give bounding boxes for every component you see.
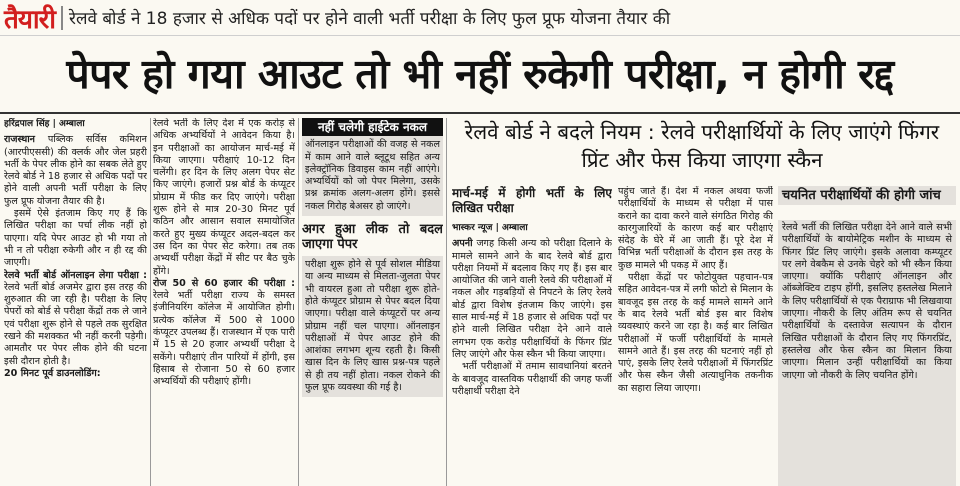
subhead: रोज 50 से 60 हजार की परीक्षा : <box>153 277 295 289</box>
lead-text: पब्लिक सर्विस कमिशन (आरपीएससी) की क्लर्क और जेल प्रहरी भर्ती के पेपर लीक होने का सबक लेते हुए रेलवे बोर्ड ने 18 हजार से अधिक पदों पर होने वाली अपनी भर्ती परीक्षा के लिए फुल प्रूफ योजना तैयार की है। <box>4 134 147 207</box>
subhead: रेलवे भर्ती बोर्ड ऑनलाइन लेगा परीक्षा : <box>4 269 147 281</box>
paragraph <box>153 278 295 389</box>
box-title: नहीं चलेगी हाईटेक नकल <box>302 118 443 136</box>
lead-word: राजस्थान <box>4 134 36 146</box>
byline: हरिंद्रपाल सिंह | अम्बाला <box>4 119 85 129</box>
masthead <box>0 0 960 36</box>
article-subhead: मार्च-मई में होगी भर्ती के लिए लिखित परीक्षा <box>452 186 612 215</box>
main-headline: पेपर हो गया आउट तो भी नहीं रुकेगी परीक्षा, न होगी रद्द <box>66 50 894 98</box>
byline: भास्कर न्यूज | अम्बाला <box>452 223 528 233</box>
column-1 <box>4 118 147 486</box>
column-divider <box>150 118 151 486</box>
paragraph: पहुंच जाते हैं। देश में नकल अथवा फर्जी परीक्षार्थियों के माध्यम से परीक्षा में पास कराने का दावा करने वाले संगठित गिरोह की कारगुजारियों के कारण कई बार परीक्षाएं संदेह के घेरे में आ जाती हैं। पूरे देश में विभिन्न भर्ती परीक्षाओं के दौरान इस तरह के कुछ मामले भी पकड़ में आए हैं। <box>618 186 773 271</box>
paragraph: भर्ती परीक्षाओं में तमाम सावधानियां बरतने के बावजूद वास्तविक परीक्षार्थी की जगह फर्जी परीक्षार्थी परीक्षा देने <box>452 361 612 397</box>
column-divider <box>446 118 447 486</box>
sidebar-heading: चयनित परीक्षार्थियों की होगी जांच <box>778 186 956 205</box>
column-3 <box>302 118 443 486</box>
paragraph-text: रेलवे भर्ती परीक्षा राज्य के समस्त इंजीनियरिंग कॉलेज में आयोजित होगी। प्रत्येक कॉलेज में 500 से 1000 कंप्यूटर उपलब्ध हैं। राजस्थान में एक पारी में 15 से 20 हजार अभ्यर्थी परीक्षा दे सकेंगे। परीक्षाएं तीन पारियों में होंगी, इस हिसाब से रोजाना 50 से 60 हजार अभ्यर्थियों की परीक्षाएं होंगी। <box>153 290 295 388</box>
paragraph: इसमें ऐसे इंतजाम किए गए हैं कि लिखित परीक्षा का पर्चा लीक नहीं हो पाएगा। यदि पेपर आउट हो भी गया तो भी न तो परीक्षा रुकेगी और न ही रद्द की जाएगी। <box>4 208 147 269</box>
paragraph <box>4 270 147 368</box>
paragraph <box>4 134 147 208</box>
box-text: परीक्षा शुरू होने से पूर्व सोशल मीडिया या अन्य माध्यम से मिलता-जुलता पेपर भी वायरल हुआ तो परीक्षा शुरू होते-होते कंप्यूटर प्रोग्राम से पेपर बदल दिया जाएगा। परीक्षा वाले कंप्यूटरों पर अन्य प्रोग्राम नहीं चल पाएगा। ऑनलाइन परीक्षाओं में पेपर आउट होने की आशंका लगभग शून्य रहती है। किसी खास दिन के लिए खास प्रश्न-पत्र पहले से ही तय नहीं होता। नकल रोकने की फुल प्रूफ व्यवस्था की गई है। <box>302 256 443 397</box>
lead-word: अपनी <box>452 238 473 250</box>
second-headline: रेलवे बोर्ड ने बदले नियम : रेलवे परीक्षार्थियों के लिए जाएंगे फिंगर प्रिंट और फेस किया जाएगा स्कैन <box>464 120 940 172</box>
box-subhead: अगर हुआ लीक तो बदल जाएगा पेपर <box>302 222 443 253</box>
kicker-text: रेलवे बोर्ड ने 18 हजार से अधिक पदों पर होने वाली भर्ती परीक्षा के लिए फुल प्रूफ योजना तैयार की <box>69 9 671 29</box>
paragraph: परीक्षा केंद्रों पर फोटोयुक्त पहचान-पत्र सहित आवेदन-पत्र में लगी फोटो से मिलान के बावजूद इस तरह के कई मामले सामने आने के बाद रेलवे भर्ती बोर्ड इस बार विशेष व्यवस्थाएं करने जा रहा है। कई बार लिखित परीक्षाओं में फर्जी परीक्षार्थियों के मामले सामने आते हैं। इस तरह की घटनाएं नहीं हो पाएं, इसके लिए रेलवे परीक्षाओं में फिंगरप्रिंट और फेस स्कैन जैसी अत्याधुनिक तकनीक का सहारा लिया जाएगा। <box>618 272 773 394</box>
section-brand: तैयारी <box>4 4 56 35</box>
article-column-b <box>618 186 773 486</box>
masthead-divider <box>61 6 63 30</box>
box-text: ऑनलाइन परीक्षाओं की वजह से नकल में काम आने वाले ब्लूटूथ सहित अन्य इलेक्ट्रॉनिक डिवाइस काम नहीं आएंगे। अभ्यर्थियों को जो पेपर मिलेगा, उसके प्रश्न क्रमांक अलग-अलग होंगे। इससे नकल गिरोह बेअसर हो जाएंगे। <box>302 136 443 216</box>
subhead: 20 मिनट पूर्व डाउनलोडिंग: <box>4 367 101 379</box>
paragraph <box>452 238 612 361</box>
lead-text: जगह किसी अन्य को परीक्षा दिलाने के मामले सामने आने के बाद रेलवे बोर्ड द्वारा परीक्षा नियमों में बदलाव किए गए हैं। इस बार आयोजित की जाने वाली रेलवे की परीक्षाओं में नकल और गड़बड़ियों से निपटने के लिए रेलवे बोर्ड द्वारा विशेष इंतजाम किए जाएंगे। इस साल मार्च-मई में 18 हजार से अधिक पदों पर होने वाली लिखित परीक्षा देने आने वाले लगभग एक करोड़ परीक्षार्थियों के फिंगर प्रिंट लिए जाएंगे और फेस स्कैन भी किया जाएगा। <box>452 238 612 360</box>
paragraph-text: रेलवे भर्ती बोर्ड अजमेर द्वारा इस तरह की शुरुआत की जा रही है। परीक्षा के लिए पेपरों को बोर्ड से परीक्षा केंद्रों तक ले जाने एवं परीक्षा शुरू होने से पहले तक सुरक्षित रखने की मशक्कत भी नहीं करनी पड़ेगी। आमतौर पर पेपर लीक होने की घटना इसी दौरान होती है। <box>4 281 147 367</box>
sidebar-text: रेलवे भर्ती की लिखित परीक्षा देने आने वाले सभी परीक्षार्थियों के बायोमेट्रिक मशीन के माध्यम से फिंगर प्रिंट लिए जाएंगे। इसके अलावा कम्प्यूटर पर लगे वेबकैम से उनके चेहरे को भी स्कैन किया जाएगा। क्योंकि परीक्षाएं ऑनलाइन और ऑब्जेक्टिव टाइप होंगी, इसलिए हस्तलेख मिलाने के लिए परीक्षार्थियों से एक पैराग्राफ भी लिखवाया जाएगा। नौकरी के लिए अंतिम रूप से चयनित परीक्षार्थियों के दस्तावेज सत्यापन के दौरान लिखित परीक्षाओं के दौरान लिए गए फिंगरप्रिंट, हस्तलेख और फेस स्कैन का मिलान किया जाएगा। मिलान उन्हीं परीक्षार्थियों का किया जाएगा जो नौकरी के लिए चयनित होंगे। <box>778 220 956 486</box>
article-column-a <box>452 186 612 486</box>
column-divider <box>298 118 299 486</box>
column-2 <box>153 118 295 486</box>
paragraph: रेलवे भर्ती के लिए देश में एक करोड़ से अधिक अभ्यर्थियों ने आवेदन किया है। इन परीक्षाओं का आयोजन मार्च-मई में किया जाएगा। परीक्षाएं 10-12 दिन चलेंगी। हर दिन के लिए अलग पेपर सेट किए जाएंगे। हजारों प्रश्न बोर्ड के कंप्यूटर प्रोग्राम में फीड कर दिए जाएंगे। परीक्षा शुरू होने से मात्र 20-30 मिनट पूर्व कठिन और आसान सवाल समायोजित करते हुए मुख्य कंप्यूटर अदल-बदल कर उस दिन का पेपर सेट करेगा। तब तक अभ्यर्थी परीक्षा केंद्रों में सीट पर बैठ चुके होंगे। <box>153 118 295 277</box>
headline-rule <box>0 112 960 114</box>
